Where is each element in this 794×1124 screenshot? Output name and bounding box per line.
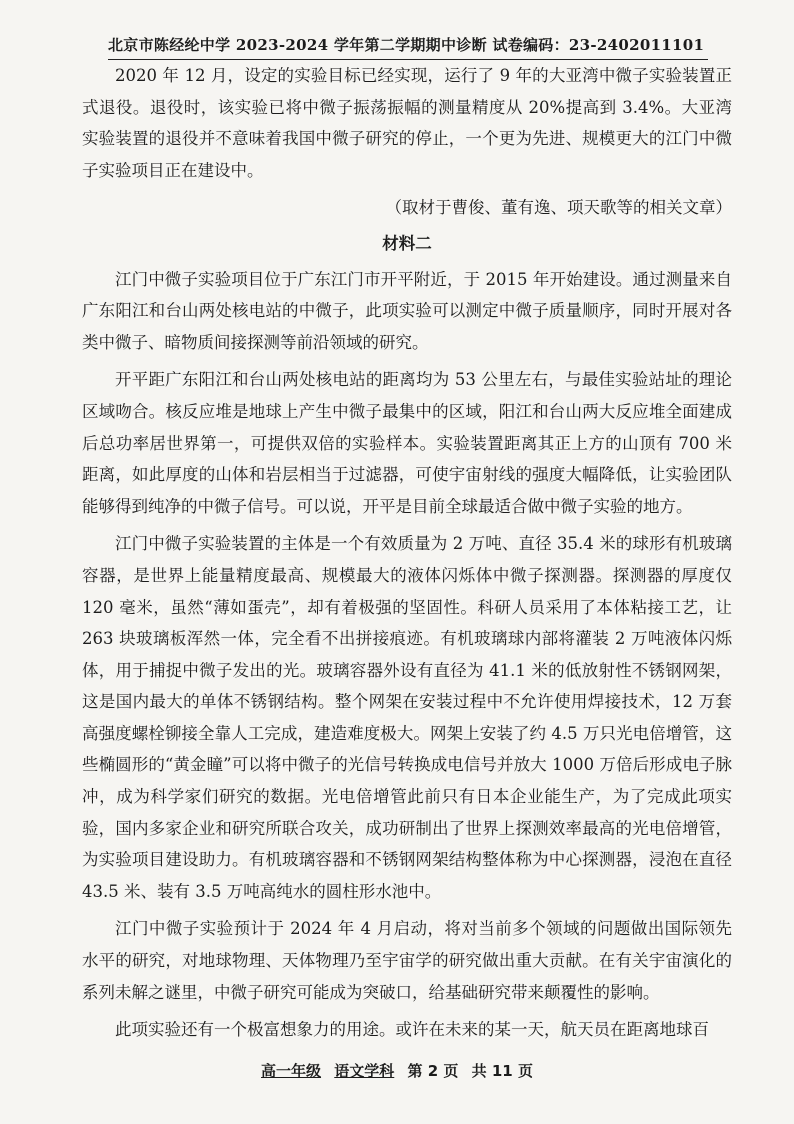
article-body — [82, 60, 732, 1052]
footer-subject: 语文学科 — [334, 1062, 395, 1080]
source-citation: （取材于曹俊、董有逸、项天歌等的相关文章） — [385, 198, 732, 218]
paragraph-5: 江门中微子实验预计于 2024 年 4 月启动，将对当前多个领域的问题做出国际领先水平的研究，对地球物理、天体物理乃至宇宙学的研究做出重大贡献。在有关宇宙演化的系列未解之谜里，中微子研究可能成为突破口，给基础研究带来颠覆性的影响。 — [82, 919, 732, 1002]
page-header: 北京市陈经纶中学 2023-2024 学年第二学期期中诊断 试卷编码：23-2402011101 — [108, 34, 708, 60]
page-footer — [0, 1060, 794, 1081]
paragraph-1: 2020 年 12 月，设定的实验目标已经实现，运行了 9 年的大亚湾中微子实验装置正式退役。退役时，该实验已将中微子振荡振幅的测量精度从 20%提高到 3.4%。大亚湾实验装置的退役并不意味着我国中微子研究的停止，一个更为先进、规模更大的江门中微子实验项目正在建设中。 — [82, 66, 732, 180]
paragraph-3: 开平距广东阳江和台山两处核电站的距离均为 53 公里左右，与最佳实验站址的理论区域吻合。核反应堆是地球上产生中微子最集中的区域，阳江和台山两大反应堆全面建成后总功率居世界第一，可提供双倍的实验样本。实验装置距离其正上方的山顶有 700 米距离，如此厚度的山体和岩层相当于过滤器，可使宇宙射线的强度大幅降低，让实验团队能够得到纯净的中微子信号。可以说，开平是目前全球最适合做中微子实验的地方。 — [82, 370, 732, 516]
section-title: 材料二 — [382, 233, 432, 253]
paragraph-2: 江门中微子实验项目位于广东江门市开平附近，于 2015 年开始建设。通过测量来自广东阳江和台山两处核电站的中微子，此项实验可以测定中微子质量顺序，同时开展对各类中微子、暗物质间接探测等前沿领域的研究。 — [82, 269, 732, 352]
paragraph-4: 江门中微子实验装置的主体是一个有效质量为 2 万吨、直径 35.4 米的球形有机玻璃容器，是世界上能量精度最高、规模最大的液体闪烁体中微子探测器。探测器的厚度仅 120 毫米，虽然“薄如蛋壳”，却有着极强的坚固性。科研人员采用了本体粘接工艺，让 263 块玻璃板浑然一体，完全看不出拼接痕迹。有机玻璃球内部将灌装 2 万吨液体闪烁体，用于捕捉中微子发出的光。玻璃容器外设有直径为 41.1 米的低放射性不锈钢网架，这是国内最大的单体不锈钢结构。整个网架在安装过程中不允许使用焊接技术，12 万套高强度螺栓铆接全靠人工完成，建造难度极大。网架上安装了约 4.5 万只光电倍增管，这些椭圆形的“黄金瞳”可以将中微子的光信号转换成电信号并放大 1000 万倍后形成电子脉冲，成为科学家们研究的数据。光电倍增管此前只有日本企业能生产，为了完成此项实验，国内多家企业和研究所联合攻关，成功研制出了世界上探测效率最高的光电倍增管，为实验项目建设助力。有机玻璃容器和不锈钢网架结构整体称为中心探测器，浸泡在直径 43.5 米、装有 3.5 万吨高纯水的圆柱形水池中。 — [82, 534, 732, 901]
footer-grade: 高一年级 — [261, 1062, 322, 1080]
footer-total-pages: 共 11 页 — [471, 1062, 533, 1080]
footer-page-number: 第 2 页 — [407, 1062, 459, 1080]
paragraph-6: 此项实验还有一个极富想象力的用途。或许在未来的某一天，航天员在距离地球百 — [115, 1020, 709, 1040]
